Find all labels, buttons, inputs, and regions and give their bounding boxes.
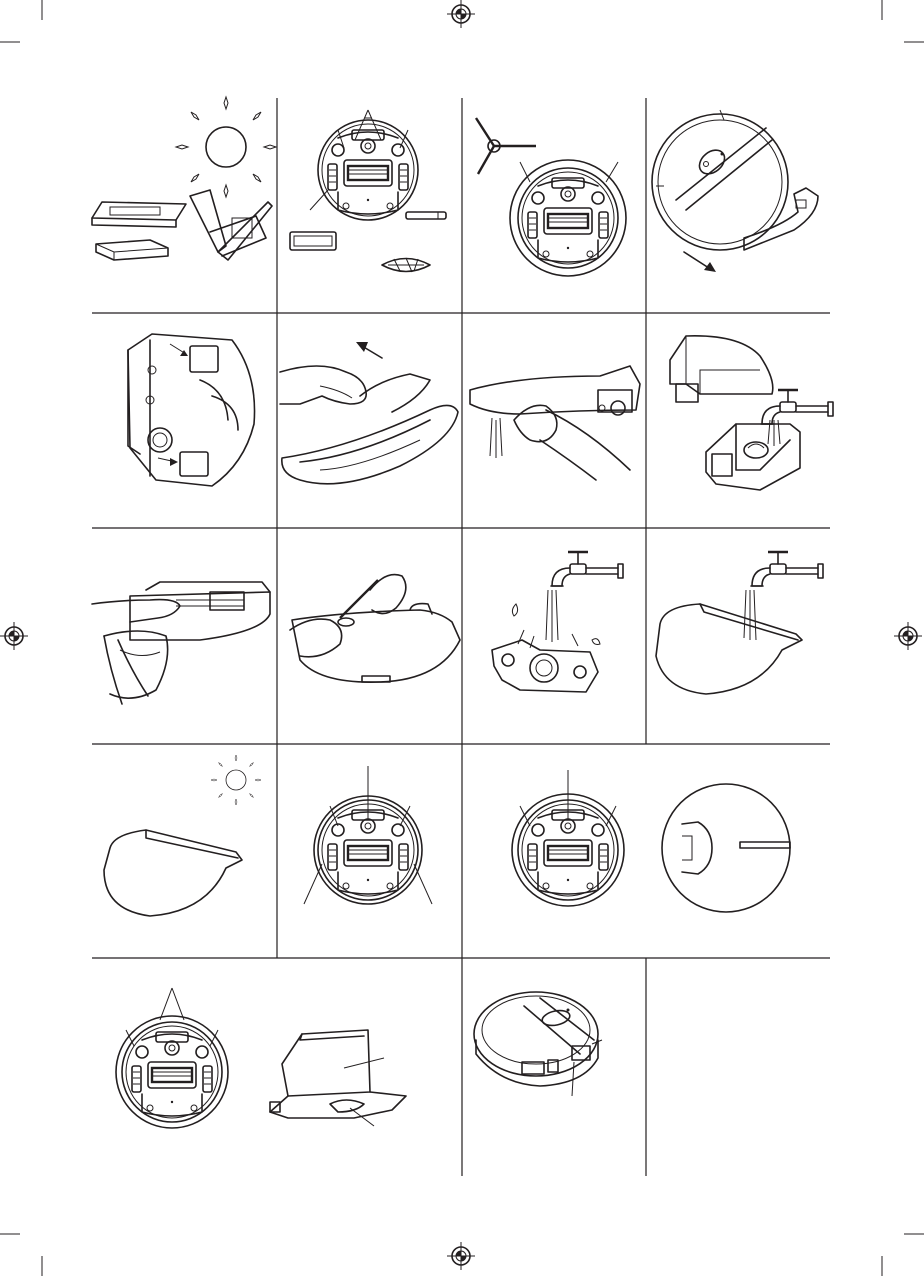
panel-robot-bottom-with-parts	[290, 110, 446, 272]
panel-side-brush-removal	[476, 118, 626, 276]
panel-pull-out-mop-pad	[470, 366, 640, 480]
panel-fill-tank-at-tap	[670, 336, 833, 490]
panel-clean-tank-with-tool	[290, 575, 460, 683]
panel-lift-mop-holder	[280, 342, 458, 484]
panel-robot-top-view	[474, 992, 602, 1096]
panel-wipe-tank-with-cloth	[92, 582, 270, 704]
faucet-icon	[761, 390, 833, 424]
panel-robot-bottom-and-zoom	[512, 770, 790, 912]
robot-bottom-icon	[122, 1022, 222, 1122]
registration-mark-left-icon	[0, 622, 28, 650]
panel-dry-mop-pad-in-sun	[104, 755, 261, 916]
panel-remove-water-tank	[652, 110, 818, 272]
registration-mark-right-icon	[894, 622, 922, 650]
panel-rinse-mop-pad	[656, 552, 823, 694]
panel-robot-bottom-sensors	[304, 766, 432, 904]
faucet-icon	[551, 552, 623, 586]
panel-rinse-tank-part	[492, 552, 623, 692]
robot-bottom-large-icon	[518, 168, 618, 268]
robot-bottom-icon	[318, 120, 418, 220]
sun-small-icon	[211, 755, 261, 805]
registration-mark-top-icon	[447, 0, 475, 28]
panel-dry-filter-in-sun	[92, 97, 276, 260]
panel-grid	[92, 98, 830, 1176]
panel-tank-mount-detail	[128, 334, 255, 486]
registration-mark-bottom-icon	[447, 1242, 475, 1270]
sun-icon	[176, 97, 276, 197]
faucet-icon	[751, 552, 823, 586]
panel-robot-bottom-and-dock	[116, 988, 406, 1128]
